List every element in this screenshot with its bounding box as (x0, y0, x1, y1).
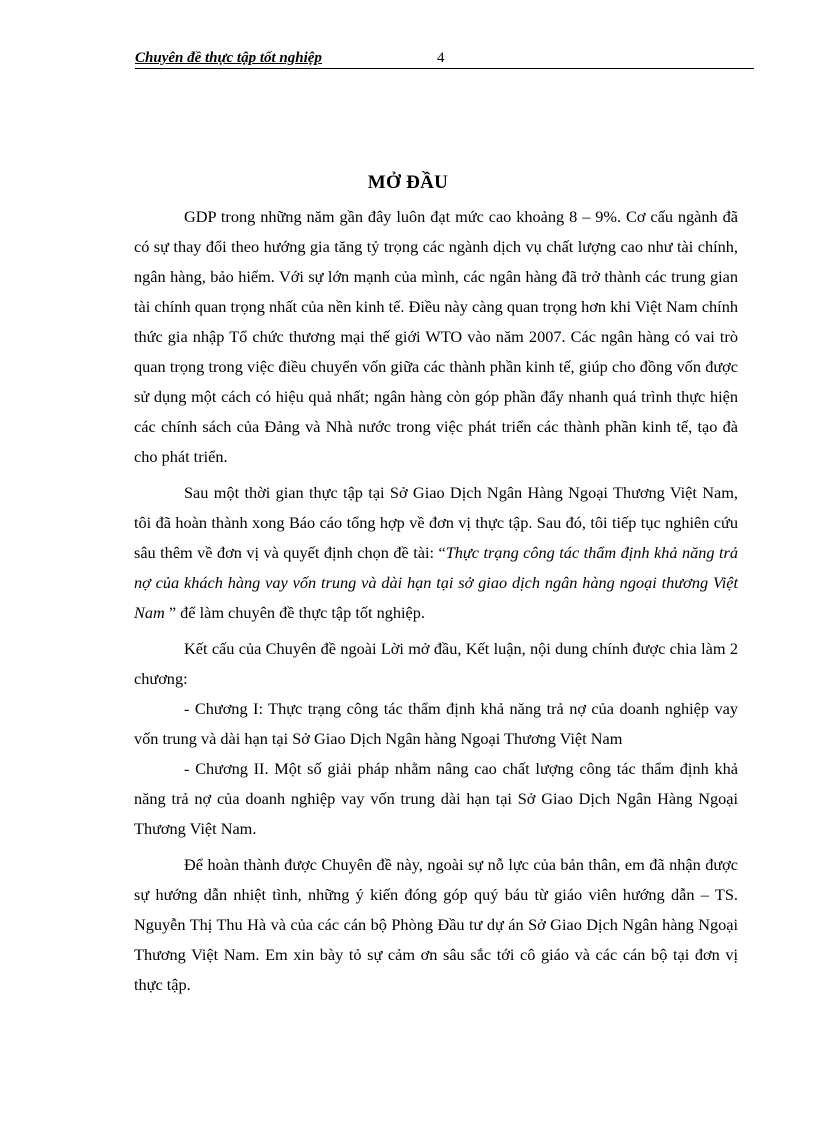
section-heading: MỞ ĐẦU (367, 172, 449, 193)
topic-title: Thực trạng công tác thẩm định khả năng trả nợ của khách hàng vay vốn trung và dài hạn tại sở giao dịch ngân hàng ngoại thương Việt Nam (134, 543, 739, 622)
paragraph-chapter-2: - Chương II. Một số giải pháp nhằm nâng cao chất lượng công tác thẩm định khả năng trả nợ của doanh nghiệp vay vốn trung dài hạn tại Sở Giao Dịch Ngân Hàng Ngoại Thương Việt Nam. (134, 759, 738, 838)
paragraph-structure: Kết cấu của Chuyên đề ngoài Lời mở đầu, Kết luận, nội dung chính được chia làm 2 chương: (134, 639, 738, 688)
topic-trail-text: ” để làm chuyên đề thực tập tốt nghiệp. (164, 603, 425, 622)
paragraph-chapter-1: - Chương I: Thực trạng công tác thẩm định khả năng trả nợ của doanh nghiệp vay vốn trung và dài hạn tại Sở Giao Dịch Ngân hàng Ngoại Thương Việt Nam (134, 699, 738, 748)
paragraph-topic (134, 478, 738, 628)
header-title: Chuyên đề thực tập tốt nghiệp (135, 50, 322, 66)
topic-lead-text: Sau một thời gian thực tập tại Sở Giao Dịch Ngân Hàng Ngoại Thương Việt Nam, tôi đã hoàn thành xong Báo cáo tổng hợp về đơn vị thực tập. Sau đó, tôi tiếp tục nghiên cứu sâu thêm về đơn vị và quyết định chọn đề tài: “ (134, 483, 738, 562)
paragraph-acknowledgement: Để hoàn thành được Chuyên đề này, ngoài sự nỗ lực của bản thân, em đã nhận được sự hướng dẫn nhiệt tình, những ý kiến đóng góp quý báu từ giáo viên hướng dẫn – TS. Nguyễn Thị Thu Hà và của các cán bộ Phòng Đầu tư dự án Sở Giao Dịch Ngân hàng Ngoại Thương Việt Nam. Em xin bày tỏ sự cảm ơn sâu sắc tới cô giáo và các cán bộ tại đơn vị thực tập. (134, 855, 738, 994)
page-header (135, 48, 754, 69)
body-text (134, 202, 738, 1006)
page-number: 4 (437, 50, 445, 66)
paragraph-intro: GDP trong những năm gần đây luôn đạt mức cao khoảng 8 – 9%. Cơ cấu ngành đã có sự thay đổi theo hướng gia tăng tỷ trọng các ngành dịch vụ chất lượng cao như tài chính, ngân hàng, bảo hiểm. Với sự lớn mạnh của mình, các ngân hàng đã trở thành các trung gian tài chính quan trọng nhất của nền kinh tế. Điều này càng quan trọng hơn khi Việt Nam chính thức gia nhập Tổ chức thương mại thế giới WTO vào năm 2007. Các ngân hàng có vai trò quan trọng trong việc điều chuyển vốn giữa các thành phần kinh tế, giúp cho đồng vốn được sử dụng một cách có hiệu quả nhất; ngân hàng còn góp phần đẩy nhanh quá trình thực hiện các chính sách của Đảng và Nhà nước trong việc phát triển các thành phần kinh tế, tạo đà cho phát triển. (134, 207, 738, 466)
